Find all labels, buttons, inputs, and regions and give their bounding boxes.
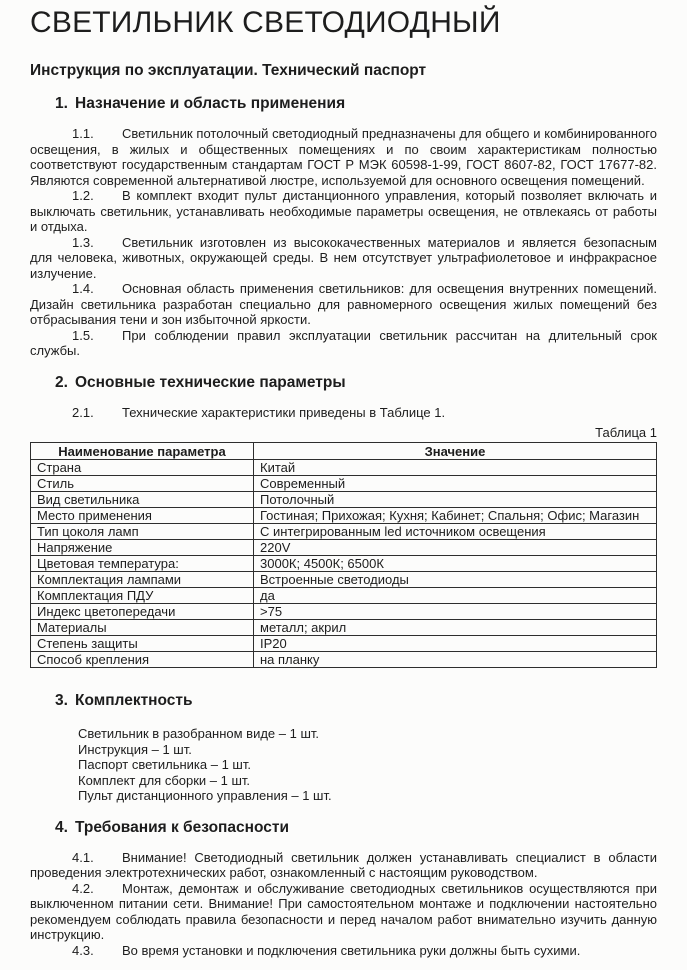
paragraph-1-3-number: 1.3. bbox=[72, 234, 94, 250]
section-1-title: Назначение и область применения bbox=[75, 95, 346, 112]
paragraph-4-2-number: 4.2. bbox=[72, 880, 94, 896]
table-row-color-temp bbox=[31, 556, 657, 572]
table-row-voltage bbox=[31, 540, 657, 556]
paragraph-1-2-number: 1.2. bbox=[72, 188, 94, 203]
table-row-country bbox=[31, 460, 657, 476]
section-2-heading bbox=[55, 374, 657, 392]
table-row-ip bbox=[31, 636, 657, 652]
header-parameter-value: Значение bbox=[254, 443, 657, 460]
param-value: на планку bbox=[254, 652, 657, 668]
paragraph-4-3-text: Во время установки и подключения светильника руки должны быть сухими. bbox=[122, 942, 581, 958]
paragraph-1-5 bbox=[30, 328, 657, 359]
param-value: IP20 bbox=[254, 636, 657, 652]
param-value: Современный bbox=[254, 476, 657, 492]
section-1-number: 1. bbox=[55, 95, 68, 112]
paragraph-1-1-number: 1.1. bbox=[72, 126, 94, 141]
param-name: Комплектация ПДУ bbox=[31, 588, 254, 604]
section-3-title: Комплектность bbox=[75, 692, 193, 709]
kit-item-assembly-kit: Комплект для сборки – 1 шт. bbox=[78, 772, 251, 788]
section-4-title: Требования к безопасности bbox=[75, 818, 290, 836]
param-value: 3000К; 4500К; 6500К bbox=[254, 556, 657, 572]
table-row-mounting bbox=[31, 652, 657, 668]
paragraph-2-1-number: 2.1. bbox=[72, 404, 94, 420]
table-caption: Таблица 1 bbox=[595, 425, 657, 440]
table-row-lamps bbox=[31, 572, 657, 588]
header-parameter-name: Наименование параметра bbox=[31, 443, 254, 460]
paragraph-2-1-text: Технические характеристики приведены в Таблице 1. bbox=[122, 404, 446, 420]
param-name: Тип цоколя ламп bbox=[31, 524, 254, 540]
section-4-number: 4. bbox=[55, 818, 68, 836]
param-name: Вид светильника bbox=[31, 492, 254, 508]
param-name: Страна bbox=[31, 460, 254, 476]
param-name: Степень защиты bbox=[31, 636, 254, 652]
section-4-heading bbox=[55, 819, 657, 837]
param-name: Стиль bbox=[31, 476, 254, 492]
paragraph-1-2-text: В комплект входит пульт дистанционного управления, который позволяет включать и выключать светильник, устанавливать необходимые параметры освещения, не отвлекаясь от работы и отдыха. bbox=[30, 188, 657, 234]
section-3-heading bbox=[55, 692, 657, 710]
paragraph-1-2 bbox=[30, 188, 657, 235]
section-2-title: Основные технические параметры bbox=[75, 373, 346, 391]
param-name: Материалы bbox=[31, 620, 254, 636]
paragraph-1-3 bbox=[30, 235, 657, 282]
param-name: Индекс цветопередачи bbox=[31, 604, 254, 620]
section-1-heading bbox=[55, 95, 657, 113]
paragraph-4-1-number: 4.1. bbox=[72, 849, 94, 865]
paragraph-1-5-text: При соблюдении правил эксплуатации светильник рассчитан на длительный срок службы. bbox=[30, 327, 657, 358]
paragraph-4-2 bbox=[30, 881, 657, 943]
param-value: Гостиная; Прихожая; Кухня; Кабинет; Спальня; Офис; Магазин bbox=[254, 508, 657, 524]
spec-table bbox=[30, 442, 657, 668]
param-value: металл; акрил bbox=[254, 620, 657, 636]
paragraph-4-2-text: Монтаж, демонтаж и обслуживание светодиодных светильников осуществляются при выключенном питании сети. Внимание! При самостоятельном монтаже и подключении настоятельно рекомендуем соблюдать правила безопасности и перед началом работ внимательно изучить данную инструкцию. bbox=[30, 880, 657, 942]
param-name: Способ крепления bbox=[31, 652, 254, 668]
paragraph-1-4 bbox=[30, 281, 657, 328]
param-value: >75 bbox=[254, 604, 657, 620]
table-row-remote bbox=[31, 588, 657, 604]
spec-table-header-row bbox=[31, 443, 657, 460]
param-value: Потолочный bbox=[254, 492, 657, 508]
paragraph-4-3 bbox=[30, 943, 657, 959]
paragraph-1-3-text: Светильник изготовлен из высококачественных материалов и является безопасным для человека, животных, окружающей среды. В нем отсутствует ультрафиолетовое и инфракрасное излучение. bbox=[30, 234, 657, 281]
document-subtitle: Инструкция по эксплуатации. Технический паспорт bbox=[30, 62, 427, 79]
param-name: Цветовая температура: bbox=[31, 556, 254, 572]
table-row-socket bbox=[31, 524, 657, 540]
kit-item-instruction: Инструкция – 1 шт. bbox=[78, 741, 192, 757]
paragraph-4-3-number: 4.3. bbox=[72, 942, 94, 958]
table-row-style bbox=[31, 476, 657, 492]
table-row-materials bbox=[31, 620, 657, 636]
table-row-place bbox=[31, 508, 657, 524]
param-value: да bbox=[254, 588, 657, 604]
param-value: Встроенные светодиоды bbox=[254, 572, 657, 588]
paragraph-4-1 bbox=[30, 850, 657, 881]
paragraph-1-4-text: Основная область применения светильников: для освещения внутренних помещений. Дизайн светильника разработан специально для равномерного освещения жилых помещений без отбрасывания тени и зон избыточной яркости. bbox=[30, 281, 657, 327]
param-name: Комплектация лампами bbox=[31, 572, 254, 588]
paragraph-4-1-text: Внимание! Светодиодный светильник должен устанавливать специалист в области проведения электротехнических работ, ознакомленный с настоящим руководством. bbox=[30, 849, 657, 880]
kit-item-lamp: Светильник в разобранном виде – 1 шт. bbox=[78, 726, 320, 741]
paragraph-1-4-number: 1.4. bbox=[72, 281, 94, 296]
param-value: С интегрированным led источником освещения bbox=[254, 524, 657, 540]
table-row-cri bbox=[31, 604, 657, 620]
param-name: Напряжение bbox=[31, 540, 254, 556]
kit-item-remote: Пульт дистанционного управления – 1 шт. bbox=[78, 788, 332, 803]
kit-list bbox=[78, 726, 657, 804]
param-value: Китай bbox=[254, 460, 657, 476]
paragraph-2-1 bbox=[30, 405, 657, 421]
paragraph-1-1 bbox=[30, 126, 657, 188]
section-2-number: 2. bbox=[55, 373, 68, 391]
table-row-type bbox=[31, 492, 657, 508]
document-title: СВЕТИЛЬНИК СВЕТОДИОДНЫЙ bbox=[30, 6, 501, 39]
kit-item-passport: Паспорт светильника – 1 шт. bbox=[78, 757, 251, 772]
param-name: Место применения bbox=[31, 508, 254, 524]
param-value: 220V bbox=[254, 540, 657, 556]
paragraph-1-1-text: Светильник потолочный светодиодный предназначены для общего и комбинированного освещения, в жилых и общественных помещениях и по своим характеристикам полностью соответствуют государственным стандартам ГОСТ Р МЭК 60598-1-99, ГОСТ 8607-82, ГОСТ 17677-82. Являются современной альтернативой люстре, используемой для основного освещения помещений. bbox=[30, 126, 657, 188]
section-3-number: 3. bbox=[55, 692, 68, 709]
paragraph-1-5-number: 1.5. bbox=[72, 327, 94, 343]
